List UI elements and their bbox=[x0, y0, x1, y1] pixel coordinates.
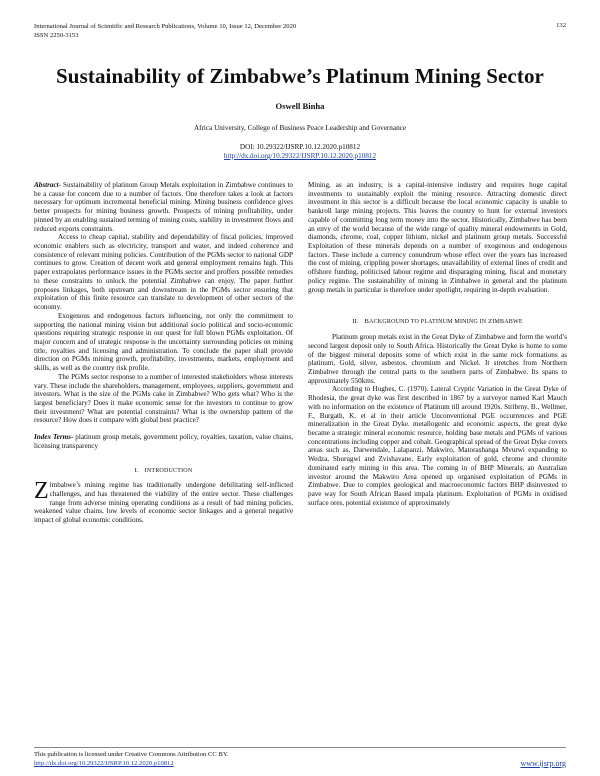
issn: ISSN 2250-3153 bbox=[34, 32, 79, 39]
abstract-paragraph-4: The PGMs sector response to a number of interested stakeholders whose interests vary. These include the shareholders, management, employees, suppliers, government and investors. What is the size of the PGMs cake in Zimbabwe? Who gets what? Who is the largest beneficiary? Does it make economic sense for the investors to continue to grow their investment? What are potential constraints? What is the ownership pattern of the resource? How does it compare with global best practice? bbox=[34, 372, 293, 425]
left-column bbox=[34, 181, 293, 525]
author-affiliation: Africa University, College of Business Peace Leadership and Governance bbox=[193, 124, 407, 132]
page-number: 132 bbox=[556, 22, 566, 29]
index-terms: Index Terms- platinum group metals, government policy, royalties, taxation, value chains, licensing transparency bbox=[34, 433, 293, 450]
abstract-paragraph-1: Abstract- Sustainability of platinum Group Metals exploitation in Zimbabwe continues to be a cause for concern due to a number of factors. One therefore takes a look at factors necessary for optimum incremental beneficial mining. Mining business confidence gives better prospects for mining business growth. Prospects of mining profitability, under pinned by an enabling sustained terming of mining costs, stability in investment flows and reduced exports constraints. bbox=[34, 181, 293, 233]
author-name: Oswell Binha bbox=[275, 101, 325, 111]
footer-divider bbox=[34, 747, 566, 748]
section-heading-introduction: I. INTRODUCTION bbox=[134, 466, 193, 474]
doi-text: DOI: 10.29322/IJSRP.10.12.2020.p10812 bbox=[239, 143, 361, 151]
running-header bbox=[34, 22, 296, 40]
section-heading-background: II. BACKGROUND TO PLATINUM MINING IN ZIMBABWE bbox=[352, 318, 523, 326]
abstract-paragraph-3: Exogenous and endogenous factors influencing, not only the commitment to supporting the national mining vision but additional socio political and socio-economic questions requiring strategic response in our quest for full blown PGMs exploitation. Of major concern and of strategic response is the uncertainty surrounding policies on mining title, royalties and licensing and administration. To conclude the paper shall provide direction on PGMs mining growth, profitability, investments, markets, employment and skills, as well as the country risk profile. bbox=[34, 311, 293, 373]
paper-title: Sustainability of Zimbabwe’s Platinum Mining Sector bbox=[56, 64, 544, 88]
doi-block bbox=[0, 143, 600, 161]
index-terms-label: Index Terms bbox=[34, 433, 71, 442]
doi-link[interactable]: http://dx.doi.org/10.29322/IJSRP.10.12.2020.p10812 bbox=[223, 152, 377, 160]
intro-paragraph-2: Mining, as an industry, is a capital-intensive industry and requires huge capital investments to sustainably exploit the mining resource. Attracting domestic direct investment in this sector is a difficult because the local economic capacity is unable to bankroll large mining projects. This leaves the country to hunt for external investors capable of committing long term money into the sector. Historically, Zimbabwe has been an envy of the world because of the wide range of quality mineral endowments in Gold, diamonds, chrome, coal, copper lithium, nickel and platinum group metals. Successful Exploitation of these minerals depends on a number of exogenous and endogenous factors. These include a currency conundrum whose effect over the years has increased the cost of mining, crippling power shortages, unavailability of external lines of credit and offshore funding, politicised labour regime and disparaging mining, fiscal and monetary policy regime. The sustainability of mining in Zimbabwe in general and the platinum group metals in particular is therefore under spotlight, requiring in-depth evaluation. bbox=[308, 181, 567, 294]
background-paragraph-2: According to Hughes, C. (1970). Lateral Cryptic Variation in the Great Dyke of Rhodesia, the great dyke was first described in 1867 by a surveyor named Karl Mauch with no information on the existence of Platinum till around 1920s. Stribrny, B., Wellmer, F., Burgath, K. et al in their article Unconventional PGE occurrences and PGE mineralization in the Great Dyke. metallogenic and economic aspects, the great dyke became a strategic mineral economic resource, holding base metals and PGMs of various concentrations including copper and cobalt. Geographical spread of the Great Dyke covers areas such as, Darwendale, Lalapanzi, Makwiro, Matorashanga Mvurwi expanding to Wedza, Shurugwi and Zvishavane. Early exploitation of gold, chrome and chromite dominated early mining in this area. The coming in of BHP Minerals, an Australian investor around the Makwiro Area opened up organised exploitation of PGMs in Zimbabwe. Due to complex geological and macroeconomic factors BHP disinvested to pave way for South African Based impala platinum. Exploitation of PGMs in oxidised surface ores, potential existence of approximately bbox=[308, 385, 567, 507]
background-paragraph-1: Platinum group metals exist in the Great Dyke of Zimbabwe and form the world’s second largest deposit only to South Africa. Historically the Great Dyke is home to some of the biggest mineral deposits some of which exist in the same rock formations as platinum, Gold, silver, asbestos, chromium and Nickel. It stretches from Northern Zimbabwe through the central parts to the southern parts of Zimbabwe. Its spans to approximately 550kms. bbox=[308, 333, 567, 385]
license-text: This publication is licensed under Creative Commons Attribution CC BY. bbox=[34, 751, 229, 758]
journal-name: International Journal of Scientific and Research Publications, Volume 10, Issue 12, December 2020 bbox=[34, 23, 297, 30]
journal-website-link[interactable]: www.ijsrp.org bbox=[520, 759, 566, 768]
intro-paragraph-1: Zimbabwe’s mining regime has traditionally undergone debilitating self-inflicted challenges, and has threatened the viability of the entire sector. These challenges range from adverse mining operating conditions as a result of bad mining policies, weakened value chains, low levels of economic sector linkages and a general negative impact of global economic conditions. bbox=[34, 478, 293, 525]
footer-license bbox=[34, 750, 228, 768]
abstract-label: Abstract bbox=[34, 181, 59, 189]
drop-cap: Z bbox=[34, 478, 49, 505]
right-column bbox=[308, 181, 567, 507]
abstract-paragraph-2: Access to cheap capital, stability and dependability of fiscal policies, improved economic enablers such as electricity, transport and water, and indeed coherence and consistence of relevant mining policies. Contribution of the PGMs sector to national GDP continues to grow. Creation of decent work and general employment remains high. This paper extrapolates performance issues in the PGMs sector and proffers possible remedies to these constraints to unlock the potential Zimbabwe can enjoy. The paper further proposes linkages, both upstream and downstream in the PGMs sector ensuring that exploitation of this finite resource can translate to development of other sectors of the economy. bbox=[34, 233, 293, 312]
footer-doi-link[interactable]: http://dx.doi.org/10.29322/IJSRP.10.12.2020.p10812 bbox=[34, 760, 174, 767]
